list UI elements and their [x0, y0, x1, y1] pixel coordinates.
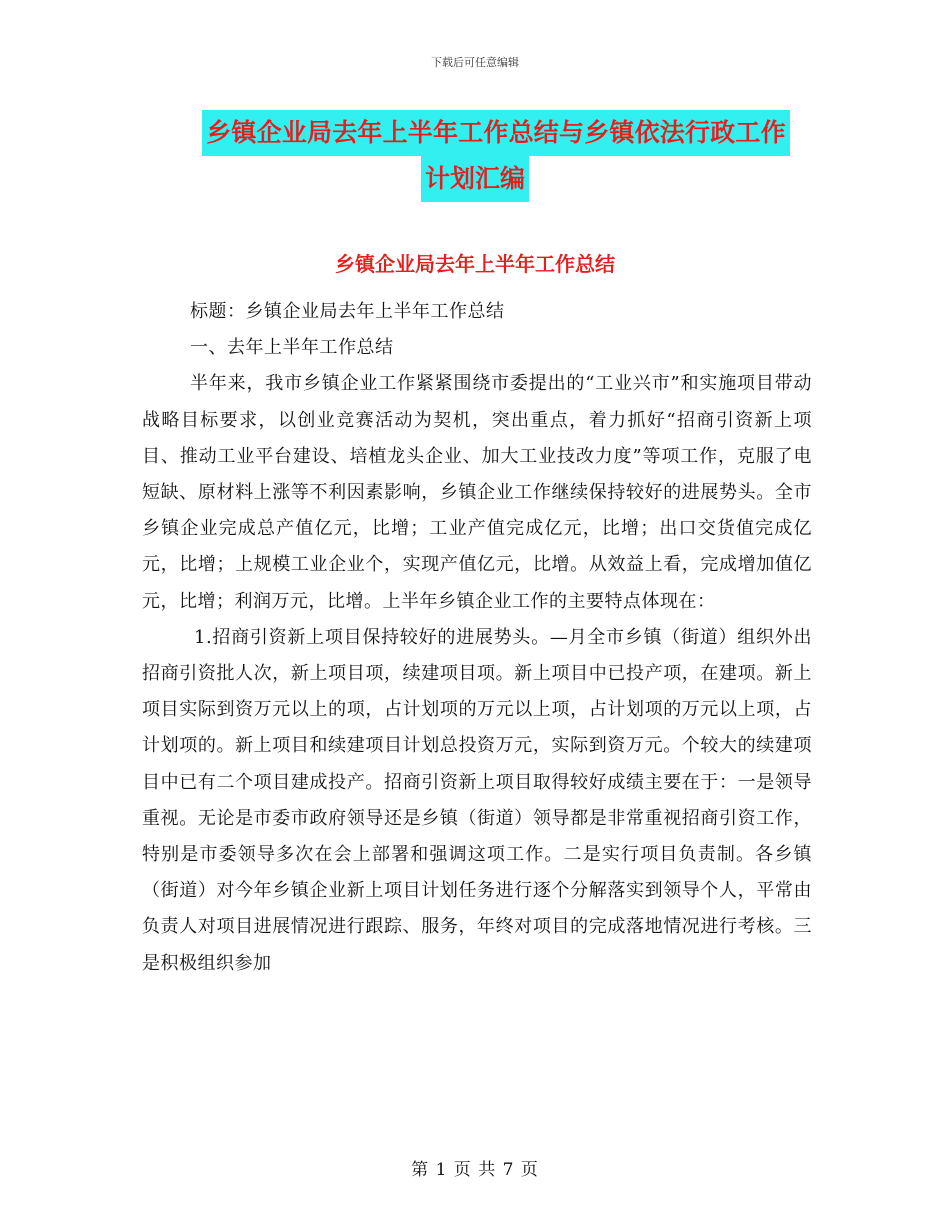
paragraph-item-1: 1.招商引资新上项目保持较好的进展势头。—月全市乡镇（街道）组织外出招商引资批人次，新上项目项，续建项目项。新上项目中已投产项，在建项。新上项目实际到资万元以上的项，占计划项的万元以上项，占计划项的万元以上项，占计划项的。新上项目和续建项目计划总投资万元，实际到资万元。个较大的续建项目中已有二个项目建成投产。招商引资新上项目取得较好成绩主要在于：一是领导重视。无论是市委市政府领导还是乡镇（街道）领导都是非常重视招商引资工作，特别是市委领导多次在会上部署和强调这项工作。二是实行项目负责制。各乡镇（街道）对今年乡镇企业新上项目计划任务进行逐个分解落实到领导个人，平常由负责人对项目进展情况进行跟踪、服务，年终对项目的完成落地情况进行考核。三是积极组织参加: [142, 626, 812, 974]
page-header-note: 下载后可任意编辑: [431, 56, 519, 69]
document-title: [0, 110, 950, 202]
document-body: [142, 294, 812, 982]
paragraph-heading: 一、去年上半年工作总结: [190, 337, 394, 359]
paragraph-summary: 半年来，我市乡镇企业工作紧紧围绕市委提出的“工业兴市”和实施项目带动战略目标要求，以创业竞赛活动为契机，突出重点，着力抓好“招商引资新上项目、推动工业平台建设、培植龙头企业、加大工业技改力度”等项工作，克服了电短缺、原材料上涨等不利因素影响，乡镇企业工作继续保持较好的进展势头。全市乡镇企业完成总产值亿元，比增；工业产值完成亿元，比增；出口交货值完成亿元，比增；上规模工业企业个，实现产值亿元，比增。从效益上看，完成增加值亿元，比增；利润万元，比增。上半年乡镇企业工作的主要特点体现在：: [142, 373, 812, 612]
paragraph-label-title: 标题：乡镇企业局去年上半年工作总结: [190, 301, 505, 322]
page-number: 第 1 页 共 7 页: [411, 1160, 539, 1180]
title-line-1: 乡镇企业局去年上半年工作总结与乡镇依法行政工作: [202, 110, 790, 156]
title-line-2: 计划汇编: [421, 156, 529, 202]
section-title: 乡镇企业局去年上半年工作总结: [335, 252, 615, 276]
